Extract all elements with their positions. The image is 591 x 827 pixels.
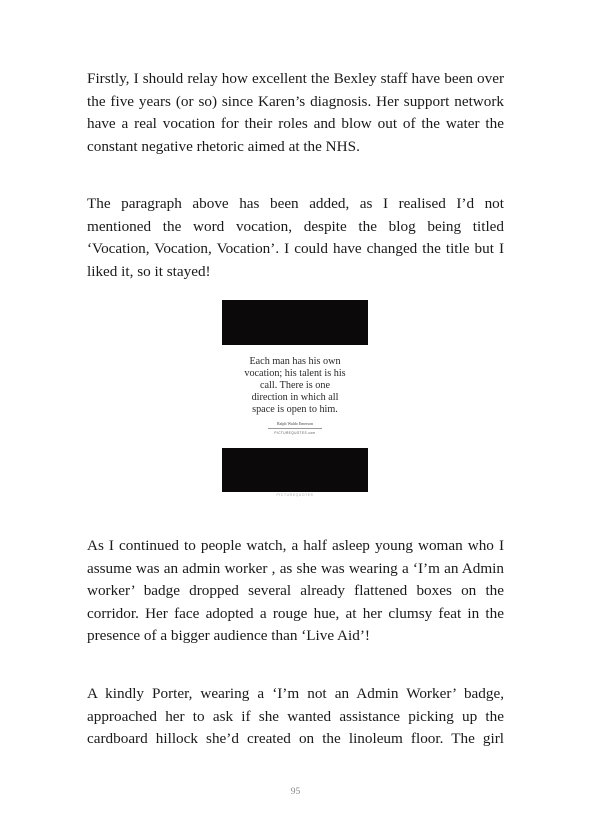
quote-image-bottom-band [222, 448, 368, 492]
quote-line: Each man has his own [249, 356, 341, 367]
body-paragraph-3: As I continued to people watch, a half asleep young woman who I assume was an admin worker , as she was wearing a ‘I’m an Admin worker’ badge dropped several already flattened boxes on the corridor. Her face adopted a rouge hue, at her clumsy feat in the presence of a bigger audience than ‘Live Aid’! [87, 537, 504, 645]
quote-image-top-band [222, 300, 368, 345]
quote-author: Ralph Waldo Emerson [276, 421, 314, 426]
quote-line: call. There is one [260, 380, 330, 391]
quote-line: direction in which all [251, 392, 339, 403]
quote-divider [268, 428, 322, 429]
quote-image [222, 300, 368, 497]
quote-brand-logo: PICTUREQUOTES.com [274, 431, 316, 435]
quote-text [222, 356, 368, 416]
quote-line: space is open to him. [252, 404, 338, 415]
body-paragraph-1: Firstly, I should relay how excellent the Bexley staff have been over the five years (or so) since Karen’s diagnosis. Her support network have a real vocation for their roles and blow out of the water the constant negative rhetoric aimed at the NHS. [87, 70, 504, 155]
page-number: 95 [290, 787, 301, 797]
quote-watermark: PICTUREQUOTES [276, 493, 314, 497]
body-paragraph-4: A kindly Porter, wearing a ‘I’m not an Admin Worker’ badge, approached her to ask if she wanted assistance picking up the cardboard hillock she’d created on the linoleum floor. The girl [87, 685, 504, 748]
quote-line: vocation; his talent is his [244, 368, 346, 379]
body-paragraph-2: The paragraph above has been added, as I realised I’d not mentioned the word vocation, despite the blog being titled ‘Vocation, Vocation, Vocation’. I could have changed the title but I liked it, so it stayed! [87, 195, 504, 280]
